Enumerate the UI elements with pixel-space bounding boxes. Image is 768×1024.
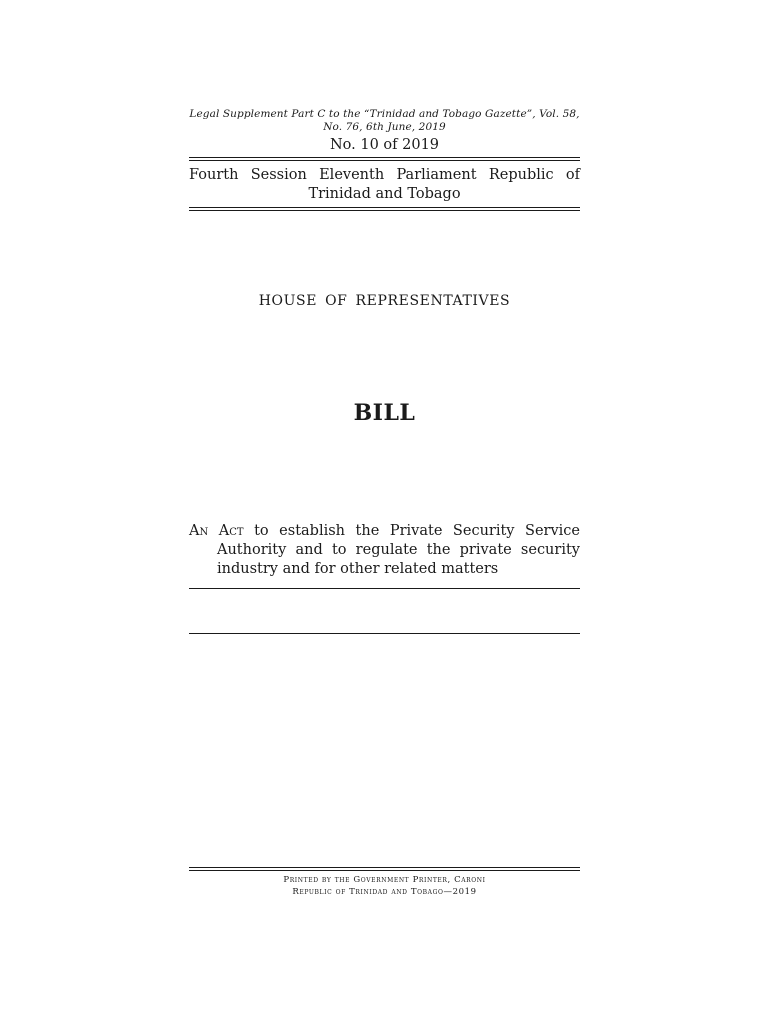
act-prefix: An Act [189, 523, 244, 539]
divider-lower [189, 633, 580, 634]
house-heading: HOUSE OF REPRESENTATIVES [258, 293, 511, 309]
supplement-line-2: No. 76, 6th June, 2019 [323, 121, 446, 133]
bill-cover-page [189, 0, 580, 1024]
printer-line-2: Republic of Trinidad and Tobago—2019 [292, 887, 477, 897]
act-line-2: Authority and to regulate the private security [217, 542, 580, 558]
act-long-title [189, 522, 580, 579]
double-divider-top [189, 157, 580, 161]
session-heading [189, 166, 580, 204]
bill-title: BILL [353, 400, 416, 426]
act-line-1-text: to establish the Private Security Service [243, 523, 581, 539]
session-line-2: Trinidad and Tobago [308, 186, 461, 202]
divider-after-act [189, 588, 580, 589]
act-line-1 [189, 522, 580, 541]
double-divider-session [189, 207, 580, 211]
bill-number: No. 10 of 2019 [329, 137, 440, 153]
printer-line-1: Printed by the Government Printer, Caroni [283, 875, 486, 885]
session-line-1: Fourth Session Eleventh Parliament Republic of [189, 167, 580, 183]
printer-imprint [189, 874, 580, 898]
gazette-supplement-note [189, 108, 580, 134]
act-line-3: industry and for other related matters [217, 561, 499, 577]
supplement-line-1: Legal Supplement Part C to the “Trinidad and Tobago Gazette”, Vol. 58, [189, 108, 580, 120]
double-divider-footer [189, 867, 580, 871]
